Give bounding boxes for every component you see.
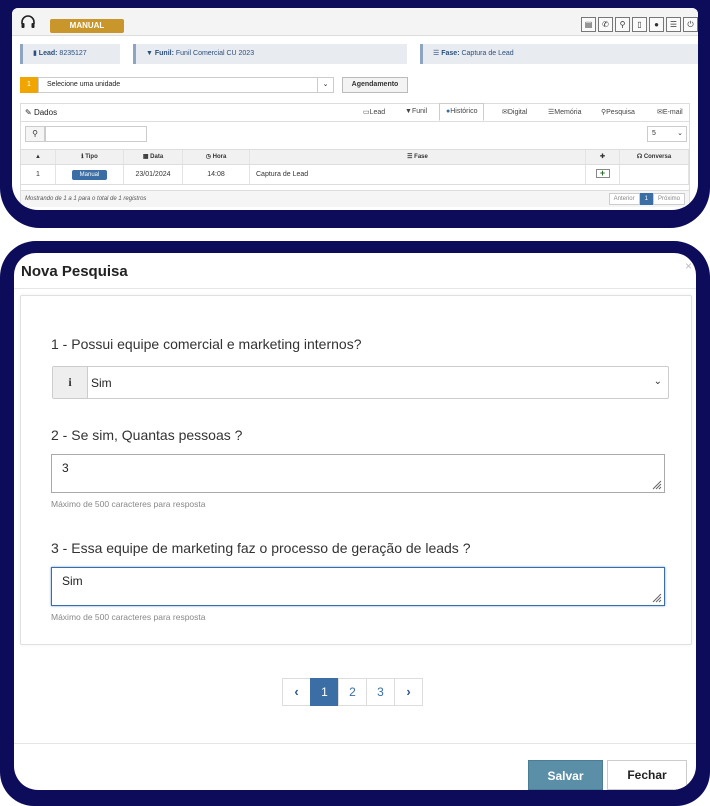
info-icon: i [53,367,88,398]
answer-2-value: 3 [62,461,69,475]
manual-tag: Manual [72,170,108,180]
col-data[interactable]: ▦ Data [124,150,183,164]
question-2: 2 - Se sim, Quantas pessoas ? [51,427,243,443]
modal-title: Nova Pesquisa [21,263,128,280]
fase-value: Captura de Lead [461,50,514,57]
resize-handle-icon[interactable] [652,480,662,490]
question-1: 1 - Possui equipe comercial e marketing internos? [51,336,362,352]
divider [14,743,696,744]
tab-memoria-label: Memória [554,109,582,116]
survey-modal [14,253,696,790]
tab-historico-label: Histórico [450,108,478,115]
add-button[interactable]: + [596,169,610,178]
page-3-button[interactable]: 3 [366,678,395,706]
resize-handle-icon[interactable] [652,593,662,603]
row-fase: Captura de Lead [250,165,586,184]
edit-icon: ✎ [25,108,32,117]
row-num: 1 [21,165,56,184]
power-icon[interactable]: ⏻ [683,17,698,32]
answer-1-select[interactable] [52,366,669,399]
menu-icon[interactable]: ☰ [666,17,681,32]
divider [14,288,696,289]
answer-3-hint: Máximo de 500 caracteres para resposta [51,612,206,622]
funil-label: Funil: [154,50,174,57]
answer-2-textarea[interactable] [51,454,665,493]
chevron-down-icon: ⌄ [653,376,662,387]
tab-historico-icon: ● [446,108,451,115]
next-page-button[interactable]: Próximo [653,193,685,205]
tab-historico[interactable] [439,103,484,121]
answer-3-value: Sim [62,574,83,588]
col-add[interactable]: ✚ [586,150,620,164]
funil-info: ▼ Funil: Funil Comercial CU 2023 [133,44,407,64]
chevron-left-icon[interactable]: ‹ [282,678,311,706]
tab-pesquisa[interactable] [601,108,635,116]
prev-page-button[interactable]: Anterior [609,193,640,205]
headset-icon[interactable] [20,14,36,30]
agendamento-button[interactable]: Agendamento [342,77,408,93]
answer-1-value: Sim [91,376,112,390]
unit-placeholder: Selecione uma unidade [47,81,121,88]
table-row[interactable] [21,165,689,185]
chat-icon[interactable]: ● [649,17,664,32]
records-info: Mostrando de 1 a 1 para o total de 1 registros [25,196,147,202]
col-hora-label: Hora [212,154,227,160]
manual-badge: MANUAL [50,19,124,33]
close-button[interactable]: Fechar [607,760,687,790]
search-icon[interactable]: ⚲ [25,126,45,142]
row-conversa [620,165,689,184]
page-size-value: 5 [652,130,656,137]
tab-pesquisa-icon: ⚲ [601,109,607,116]
row-add [586,165,620,184]
dados-label: Dados [33,108,58,117]
questions-panel [20,295,692,645]
lead-panel [12,8,698,210]
tab-email-label: E-mail [662,109,683,116]
step-number: 1 [20,77,38,93]
tab-digital-icon: ✉ [502,109,508,116]
chevron-right-icon[interactable]: › [394,678,423,706]
tabs-bar [20,103,690,121]
col-tipo[interactable]: ℹ Tipo [56,150,124,164]
lead-value: 8235127 [59,50,87,57]
history-grid [20,121,690,207]
page-button[interactable]: 1 [640,193,653,205]
save-button[interactable]: Salvar [528,760,603,790]
top-toolbar [12,8,698,36]
fase-label: Fase: [441,50,460,57]
tab-digital-label: Digital [507,109,528,116]
chevron-down-icon: ⌄ [677,130,683,137]
close-icon[interactable]: × [684,259,692,273]
col-conversa[interactable]: ☊ Conversa [620,150,689,164]
tab-email-icon: ✉ [657,109,663,116]
table-header [21,149,689,165]
row-tipo [56,165,124,184]
col-hora[interactable]: ◷ Hora [183,150,250,164]
tab-lead-label: Lead [369,109,386,116]
tab-lead[interactable] [363,108,385,116]
page-1-button[interactable]: 1 [310,678,339,706]
mobile-icon[interactable]: ▯ [632,17,647,32]
tab-funil-icon: ▼ [405,108,412,115]
col-fase[interactable]: ☰ Fase [250,150,586,164]
page-2-button[interactable]: 2 [338,678,367,706]
fase-info: ☰ Fase: Captura de Lead [420,44,698,64]
lead-label: Lead: [38,50,58,57]
row-hora: 14:08 [183,165,250,184]
lead-info: ▮ Lead: 8235127 [20,44,120,64]
question-pager [283,678,423,706]
tab-digital[interactable] [502,108,527,116]
col-conversa-label: Conversa [643,154,672,160]
funil-value: Funil Comercial CU 2023 [175,50,255,57]
tab-memoria-icon: ☰ [548,109,555,116]
grid-footer [21,190,689,207]
grid-search-input[interactable] [45,126,147,142]
tab-pesquisa-label: Pesquisa [606,109,635,116]
chevron-down-icon: ⌄ [317,78,333,92]
phone-icon[interactable]: ✆ [598,17,613,32]
answer-2-hint: Máximo de 500 caracteres para resposta [51,499,206,509]
answer-3-textarea[interactable] [51,567,665,606]
question-3: 3 - Essa equipe de marketing faz o processo de geração de leads ? [51,540,471,556]
tab-email[interactable] [657,108,683,116]
tab-funil[interactable] [405,108,427,115]
row-data: 23/01/2024 [124,165,183,184]
tab-lead-icon: ▭ [363,109,370,116]
col-data-label: Data [150,154,164,160]
col-tipo-label: Tipo [85,154,98,160]
dados-header [25,108,57,117]
grid-pager [609,193,685,205]
col-fase-label: Fase [414,154,428,160]
unit-select[interactable] [38,77,334,93]
sort-asc-icon[interactable]: ▲ [21,150,56,164]
tab-memoria[interactable] [548,108,582,116]
page-size-select[interactable] [647,126,687,142]
tab-funil-label: Funil [411,108,428,115]
search-icon[interactable]: ⚲ [615,17,630,32]
document-icon[interactable]: ▤ [581,17,596,32]
